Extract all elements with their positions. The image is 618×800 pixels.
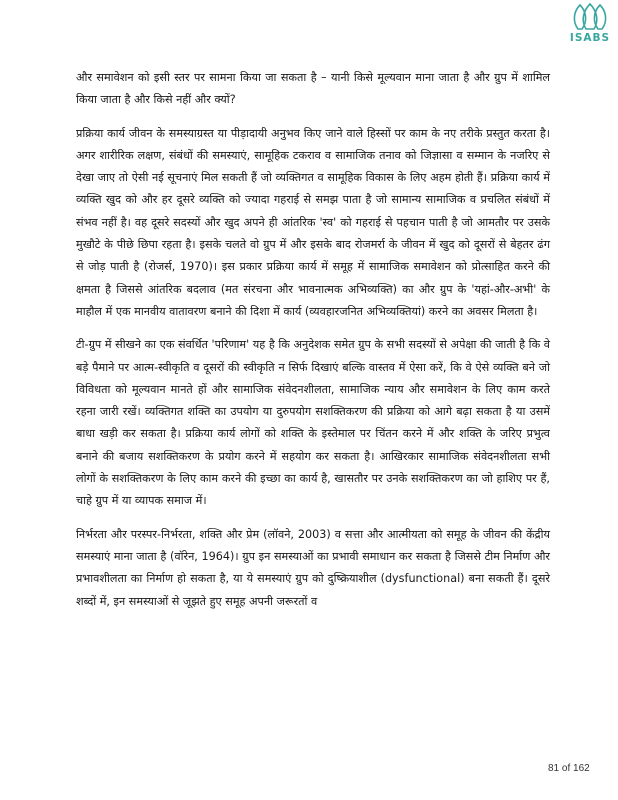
isabs-logo	[565, 3, 615, 53]
document-body	[76, 67, 550, 624]
paragraph-3: टी-ग्रुप में सीखने का एक संवर्धित 'परिणाम' यह है कि अनुदेशक समेत ग्रुप के सभी सदस्यों से अपेक्षा की जाती है कि वे बड़े पैमाने पर आत्म-स्वीकृति व दूसरों की स्वीकृति न सिर्फ दिखाएं बल्कि वास्तव में ऐसा करें, कि वे ऐसे व्यक्ति बने जो विविधता को मूल्यवान मानते हों और सामाजिक संवेदनशीलता, सामाजिक न्याय और समावेशन के लिए काम करते रहना जारी रखें। व्यक्तिगत शक्ति का उपयोग या दुरुपयोग सशक्तिकरण की प्रक्रिया को आगे बढ़ा सकता है या उसमें बाधा खड़ी कर सकता है। प्रक्रिया कार्य लोगों को शक्ति के इस्तेमाल पर चिंतन करने में और शक्ति के जरिए प्रभुत्व बनाने की बजाय सशक्तिकरण के प्रयोग करने में सहयोग कर सकता है। आखिरकार सामाजिक संवेदनशीलता सभी लोगों के सशक्तिकरण के लिए काम करने की इच्छा का कार्य है, खासतौर पर उनके सशक्तिकरण का जो हाशिए पर हैं, चाहे ग्रुप में या व्यापक समाज में।	[76, 338, 550, 508]
paragraph-2: प्रक्रिया कार्य जीवन के समस्याग्रस्त या पीड़ादायी अनुभव किए जाने वाले हिस्सों पर काम के नए तरीके प्रस्तुत करता है। अगर शारीरिक लक्षण, संबंधों की समस्याएं, सामूहिक टकराव व सामाजिक तनाव को जिज्ञासा व सम्मान के नजरिए से देखा जाए तो ऐसी नई सूचनाएं मिल सकती हैं जो व्यक्तिगत व सामूहिक विकास के लिए अहम होती हैं। प्रक्रिया कार्य में व्यक्ति खुद को और हर दूसरे व्यक्ति को ज्यादा गहराई से समझ पाता है जो सामान्य सामाजिक व प्रचलित संबंधों में संभव नहीं है। वह दूसरे सदस्यों और खुद अपने ही आंतरिक 'स्व' को गहराई से पहचान पाती है जो आमतौर पर उसके मुखौटे के पीछे छिपा रहता है। इसके चलते वो ग्रुप में और इसके बाद रोजमर्रा के जीवन में खुद को दूसरों से बेहतर ढंग से जोड़ पाती है (रोजर्स, 1970)। इस प्रकार प्रक्रिया कार्य में समूह में सामाजिक समावेशन को प्रोत्साहित करने की क्षमता है जिससे आंतरिक बदलाव (मत संरचना और भावनात्मक अभिव्यक्ति) का और ग्रुप के 'यहां-और-अभी' के माहौल में एक मानवीय वातावरण बनाने की दिशा में कार्य (व्यवहारजनित अभिव्यक्तियां) करने का अवसर मिलता है।	[76, 126, 551, 318]
page-number: 81 of 162	[548, 763, 590, 774]
logo-text: ISABS	[569, 32, 611, 44]
isabs-leaf-logo-icon	[570, 3, 610, 31]
paragraph-1: और समावेशन को इसी स्तर पर सामना किया जा सकता है – यानी किसे मूल्यवान माना जाता है और ग्रुप में शामिल किया जाता है और किसे नहीं और क्यों?	[76, 71, 550, 107]
paragraph-4: निर्भरता और परस्पर-निर्भरता, शक्ति और प्रेम (लॉवने, 2003) व सत्ता और आत्मीयता को समूह के जीवन की केंद्रीय समस्याएं माना जाता है (वॉरेन, 1964)। ग्रुप इन समस्याओं का प्रभावी समाधान कर सकता है जिससे टीम निर्माण और प्रभावशीलता का निर्माण हो सकता है, या ये समस्याएं ग्रुप को दुष्क्रियाशील (dysfunctional) बना सकती हैं। दूसरे शब्दों में, इन समस्याओं से जूझते हुए समूह अपनी जरूरतों व	[76, 527, 550, 608]
